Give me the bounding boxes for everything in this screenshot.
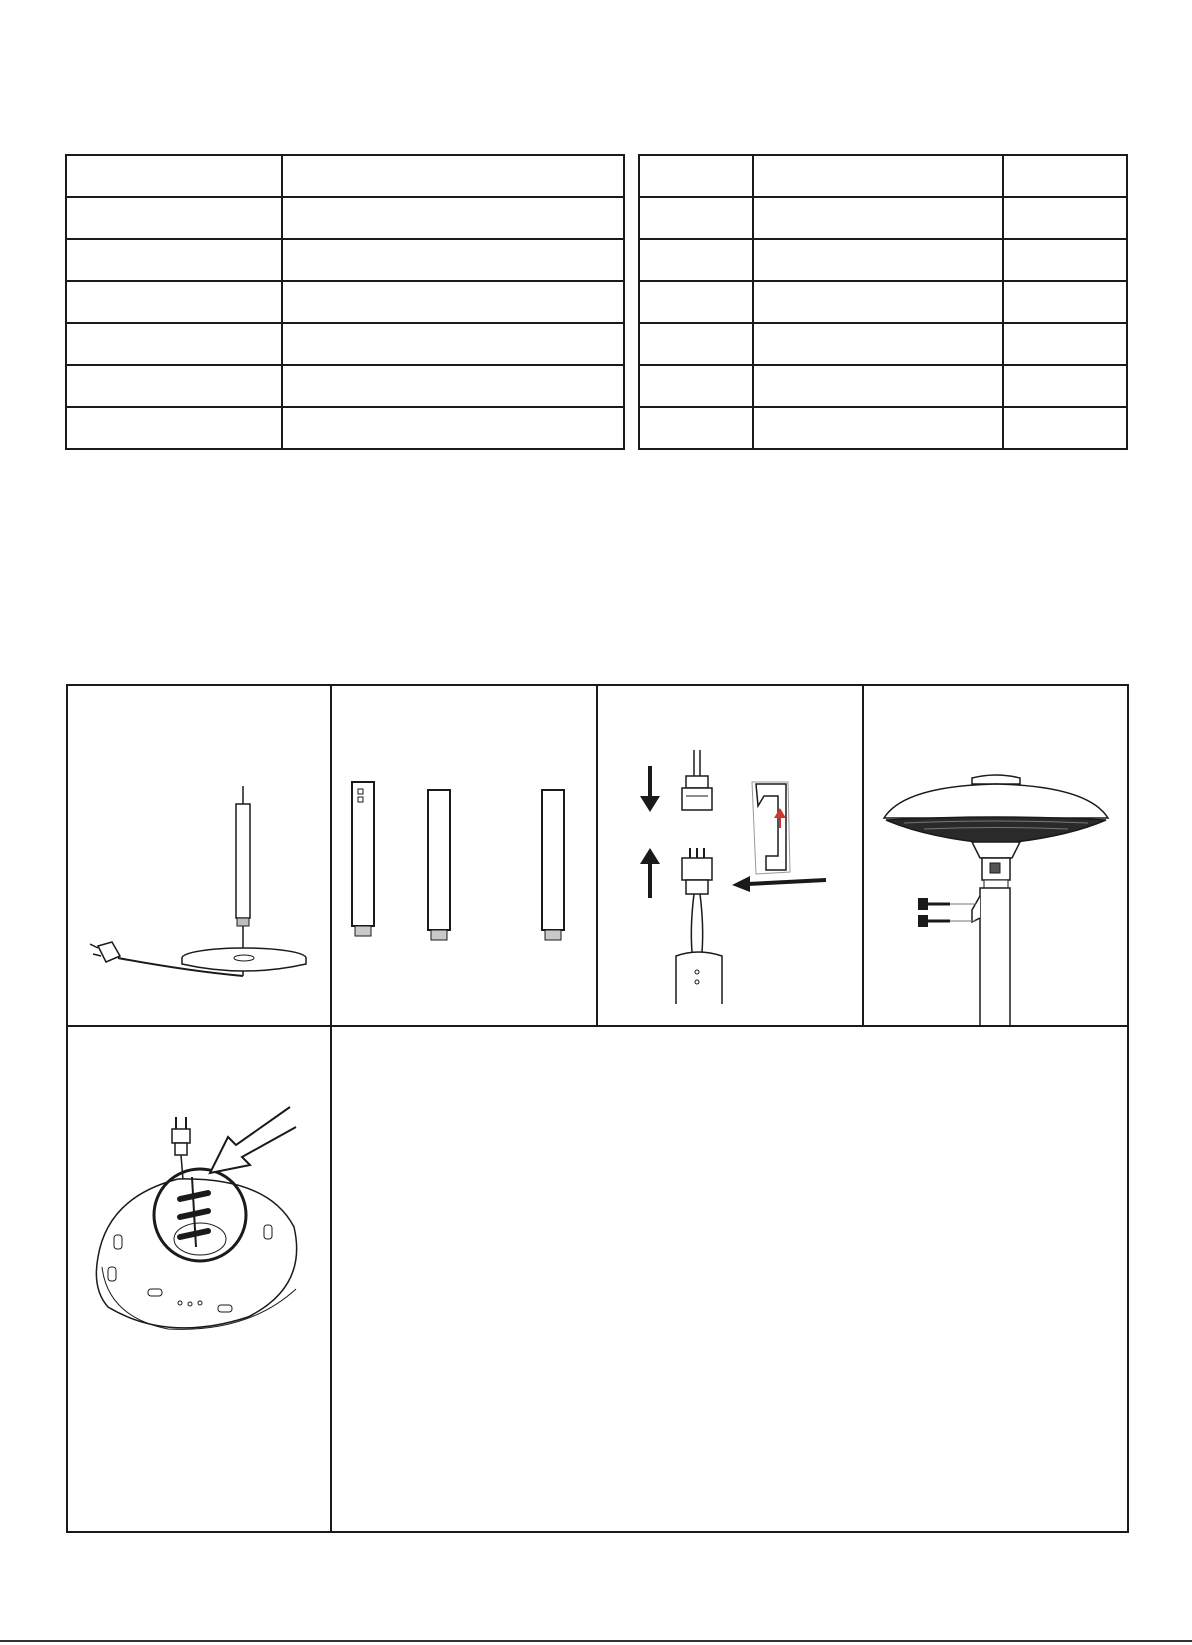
table-cell [639,323,753,365]
table-cell [639,239,753,281]
table-cell [639,155,753,197]
step-2-illustration [332,686,596,1025]
table-cell [282,197,624,239]
table-cell [1003,407,1128,449]
table-cell [753,365,1003,407]
table-row [66,155,624,197]
table-cell [282,155,624,197]
table-row [639,407,1127,449]
table-cell [639,281,753,323]
table-cell [66,407,282,449]
table-row [639,323,1127,365]
screw-icon [918,915,976,927]
table-row [639,239,1127,281]
step-4-illustration [864,686,1128,1025]
spec-table [638,154,1128,450]
table-cell [1003,197,1128,239]
heater-neck [972,842,1020,888]
pole-tube [972,888,1010,1025]
pole-tube [676,952,722,1004]
table-cell [66,197,282,239]
step-1-illustration [68,686,330,1025]
table-row [66,407,624,449]
step-3-illustration [598,686,862,1025]
table-cell [753,155,1003,197]
socket-connector [682,776,712,810]
table-row [639,281,1127,323]
table-row [66,365,624,407]
table-cell [282,281,624,323]
table-row [639,155,1127,197]
pole-section-bottom [542,790,564,940]
arrow-pointer-icon [210,1107,296,1173]
instructions-area [332,1027,1127,1531]
table-cell [753,407,1003,449]
table-row [66,239,624,281]
table-cell [66,155,282,197]
table-cell [753,323,1003,365]
table-cell [1003,155,1128,197]
table-cell [753,197,1003,239]
pole-section-middle [428,790,450,940]
step-5-illustration [68,1027,330,1531]
table-cell [639,197,753,239]
table-row [639,365,1127,407]
table-cell [639,365,753,407]
table-row [66,323,624,365]
base-plate [96,1179,296,1329]
table-cell [66,365,282,407]
arrow-up-icon [640,848,660,898]
page-bottom-rule [0,1640,1192,1642]
screw-icon [918,898,976,910]
table-row [639,197,1127,239]
table-cell [1003,281,1128,323]
table-cell [282,323,624,365]
heater-dome [884,775,1108,844]
table-cell [639,407,753,449]
table-cell [753,239,1003,281]
table-row [66,281,624,323]
arrow-down-icon [640,766,660,812]
plug-icon [90,942,120,962]
arrow-left-icon [732,876,826,892]
table-cell [66,239,282,281]
table-cell [282,365,624,407]
table-cell [1003,239,1128,281]
table-cell [66,323,282,365]
table-cell [282,407,624,449]
parts-table [65,154,625,450]
table-cell [1003,365,1128,407]
table-cell [753,281,1003,323]
pole-section-top [352,782,374,936]
plug-connector [682,848,712,952]
table-row [66,197,624,239]
table-cell [66,281,282,323]
table-cell [282,239,624,281]
table-cell [1003,323,1128,365]
bracket-clip [752,782,790,874]
